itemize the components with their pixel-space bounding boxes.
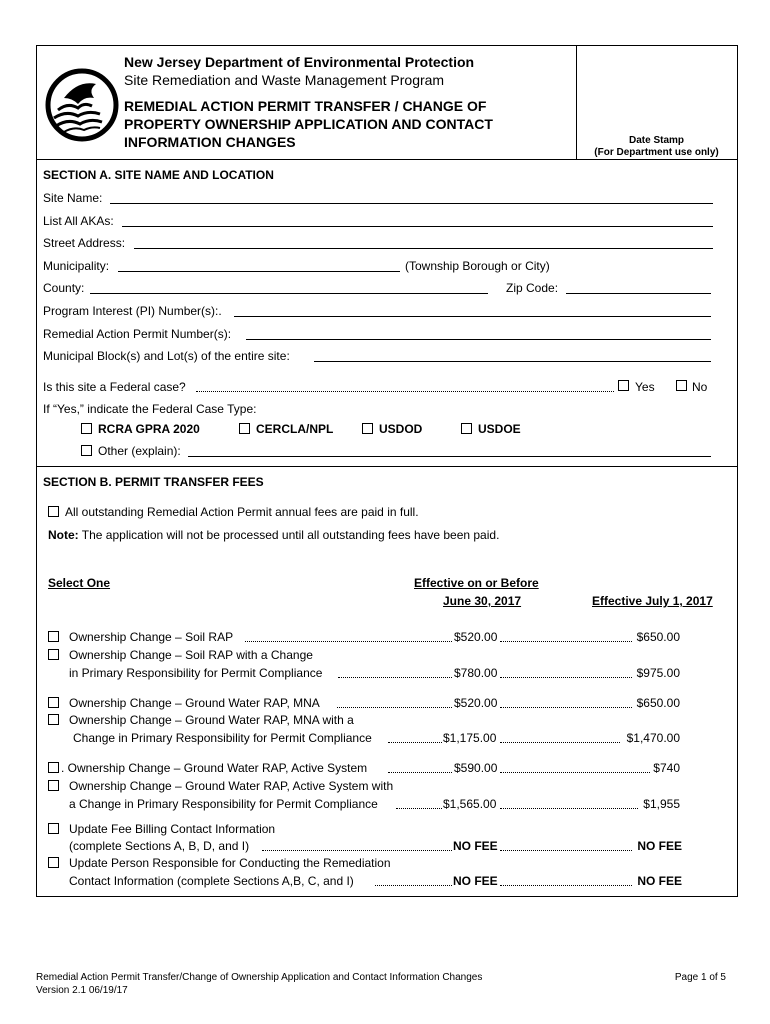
fee-row-label: Ownership Change – Ground Water RAP, Active System with	[69, 779, 394, 793]
federal-type-label: If “Yes,” indicate the Federal Case Type:	[43, 402, 257, 416]
fees-paid-checkbox[interactable]	[48, 506, 59, 517]
section-b-rule	[36, 466, 737, 467]
zip-code-label: Zip Code:	[506, 281, 559, 295]
form-title-line-2: PROPERTY OWNERSHIP APPLICATION AND CONTACT	[124, 116, 493, 132]
fee-row-fee2: $975.00	[636, 666, 680, 680]
municipality-label: Municipality:	[43, 259, 110, 273]
usdoe-label: USDOE	[478, 422, 521, 436]
footer-page-number: Page 1 of 5	[674, 972, 726, 983]
other-explain-field[interactable]	[188, 444, 711, 457]
fee-row-leader	[338, 667, 452, 678]
federal-no-checkbox[interactable]	[676, 380, 687, 391]
fee-row-fee1: $1,175.00	[443, 731, 497, 745]
col1-header-line-2: June 30, 2017	[443, 594, 522, 608]
njdep-seal-icon	[44, 62, 120, 148]
municipality-field[interactable]	[118, 259, 400, 272]
fee-row-label: in Primary Responsibility for Permit Compliance	[69, 666, 323, 680]
federal-yes-checkbox[interactable]	[618, 380, 629, 391]
fee-row-label: Ownership Change – Ground Water RAP, MNA	[69, 696, 320, 710]
section-a-heading: SECTION A. SITE NAME AND LOCATION	[43, 168, 274, 182]
county-field[interactable]	[90, 281, 488, 294]
federal-case-leader	[196, 381, 614, 392]
township-note: (Township Borough or City)	[405, 259, 550, 273]
fee-row-label: Ownership Change – Ground Water RAP, MNA with a	[69, 713, 354, 727]
col1-header-line-1: Effective on or Before	[414, 576, 539, 590]
form-title-line-1: REMEDIAL ACTION PERMIT TRANSFER / CHANGE OF	[124, 98, 487, 114]
fee-row-fee2: $740	[653, 761, 680, 775]
usdod-label: USDOD	[379, 422, 423, 436]
zip-code-field[interactable]	[566, 281, 711, 294]
fee-row-fee2: NO FEE	[637, 874, 682, 888]
section-b-heading: SECTION B. PERMIT TRANSFER FEES	[43, 475, 264, 489]
gw-active-checkbox[interactable]	[48, 762, 59, 773]
block-lot-label: Municipal Block(s) and Lot(s) of the entire site:	[43, 349, 290, 363]
rcra-checkbox[interactable]	[81, 423, 92, 434]
fee-row-fee1: NO FEE	[453, 874, 498, 888]
site-name-label: Site Name:	[43, 191, 103, 205]
rap-number-field[interactable]	[246, 327, 711, 340]
federal-yes-label: Yes	[635, 380, 655, 394]
fee-row-label: Contact Information (complete Sections A,B, C, and I)	[69, 874, 354, 888]
footer-form-name: Remedial Action Permit Transfer/Change of Ownership Application and Contact Information Changes	[36, 972, 483, 983]
usdoe-checkbox[interactable]	[461, 423, 472, 434]
fee-row-fee1: $780.00	[454, 666, 498, 680]
fee-row-fee1: $520.00	[454, 696, 498, 710]
fee-row-fee1: $1,565.00	[443, 797, 497, 811]
header-bottom-rule	[36, 159, 737, 160]
soil-rap-checkbox[interactable]	[48, 631, 59, 642]
fee-row-label: (complete Sections A, B, D, and I)	[69, 839, 250, 853]
fee-row-leader	[396, 798, 442, 809]
fee-billing-contact-checkbox[interactable]	[48, 823, 59, 834]
note-label: Note:	[48, 528, 79, 542]
fee-row-label: Change in Primary Responsibility for Permit Compliance	[73, 731, 372, 745]
gw-mna-change-checkbox[interactable]	[48, 714, 59, 725]
akas-field[interactable]	[122, 214, 713, 227]
federal-case-question: Is this site a Federal case?	[43, 380, 186, 394]
fee-row-label: a Change in Primary Responsibility for Permit Compliance	[69, 797, 378, 811]
fee-row-fee2: NO FEE	[637, 839, 682, 853]
gw-active-change-checkbox[interactable]	[48, 780, 59, 791]
other-label: Other (explain):	[98, 444, 181, 458]
fees-paid-label: All outstanding Remedial Action Permit annual fees are paid in full.	[65, 505, 419, 519]
date-stamp-note: (For Department use only)	[594, 147, 719, 158]
date-stamp-label: Date Stamp	[628, 135, 684, 146]
footer-version: Version 2.1 06/19/17	[36, 985, 128, 996]
fee-row-label: . Ownership Change – Ground Water RAP, Active System	[61, 761, 368, 775]
cercla-checkbox[interactable]	[239, 423, 250, 434]
soil-rap-change-checkbox[interactable]	[48, 649, 59, 660]
rap-number-label: Remedial Action Permit Number(s):	[43, 327, 232, 341]
usdod-checkbox[interactable]	[362, 423, 373, 434]
fee-row-leader	[375, 875, 452, 886]
rcra-label: RCRA GPRA 2020	[98, 422, 200, 436]
gw-mna-checkbox[interactable]	[48, 697, 59, 708]
cercla-label: CERCLA/NPL	[256, 422, 334, 436]
pi-number-field[interactable]	[234, 304, 711, 317]
block-lot-field[interactable]	[314, 349, 711, 362]
county-label: County:	[43, 281, 85, 295]
person-responsible-checkbox[interactable]	[48, 857, 59, 868]
akas-label: List All AKAs:	[43, 214, 114, 228]
pi-number-label: Program Interest (PI) Number(s):.	[43, 304, 222, 318]
fee-row-label: Ownership Change – Soil RAP with a Change	[69, 648, 313, 662]
fee-row-label: Update Fee Billing Contact Information	[69, 822, 276, 836]
fee-row-fee2: $650.00	[636, 630, 680, 644]
fee-row-fee2: $650.00	[636, 696, 680, 710]
other-checkbox[interactable]	[81, 445, 92, 456]
site-name-field[interactable]	[110, 191, 713, 204]
fee-row-label: Update Person Responsible for Conducting the Remediation	[69, 856, 391, 870]
federal-no-label: No	[692, 380, 708, 394]
dept-name: New Jersey Department of Environmental Protection	[124, 54, 475, 70]
program-name: Site Remediation and Waste Management Program	[124, 72, 445, 88]
col2-header: Effective July 1, 2017	[592, 594, 713, 608]
fee-row-leader	[337, 697, 452, 708]
select-one-header: Select One	[48, 576, 111, 590]
fee-row-fee1: $590.00	[454, 761, 498, 775]
note-line	[48, 528, 499, 542]
fee-row-fee1: $520.00	[454, 630, 498, 644]
fee-row-fee1: NO FEE	[453, 839, 498, 853]
street-address-field[interactable]	[134, 236, 713, 249]
fee-row-leader	[262, 840, 452, 851]
fee-row-leader	[388, 732, 442, 743]
fee-row-leader	[245, 631, 452, 642]
fee-row-fee2: $1,470.00	[626, 731, 680, 745]
street-address-label: Street Address:	[43, 236, 126, 250]
note-text: The application will not be processed until all outstanding fees have been paid.	[78, 528, 500, 542]
fee-row-leader	[388, 762, 452, 773]
fee-row-label: Ownership Change – Soil RAP	[69, 630, 234, 644]
form-title-line-3: INFORMATION CHANGES	[124, 134, 296, 150]
fee-row-fee2: $1,955	[643, 797, 680, 811]
